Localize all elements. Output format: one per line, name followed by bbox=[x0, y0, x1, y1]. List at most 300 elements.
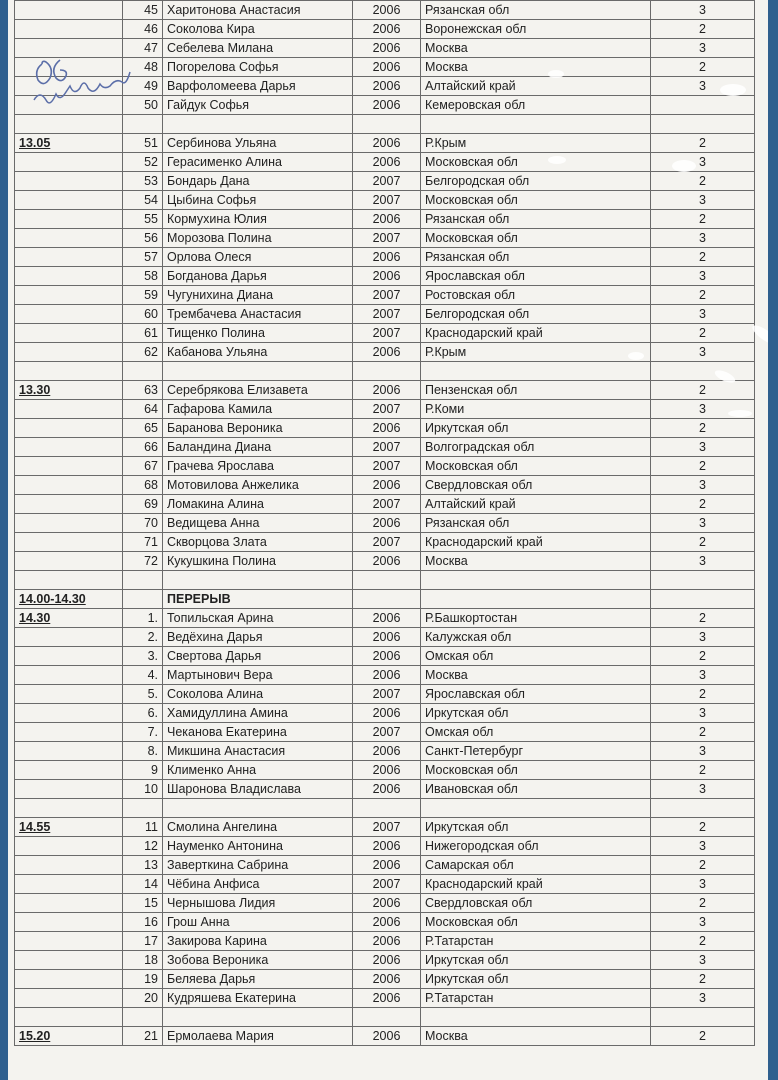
year-cell: 2006 bbox=[353, 134, 421, 153]
year-cell: 2006 bbox=[353, 628, 421, 647]
year-cell: 2006 bbox=[353, 913, 421, 932]
num-cell: 64 bbox=[123, 400, 163, 419]
grade-cell: 2 bbox=[651, 58, 755, 77]
region-cell: Ростовская обл bbox=[421, 286, 651, 305]
grade-cell: 2 bbox=[651, 685, 755, 704]
time-cell bbox=[15, 438, 123, 457]
num-cell: 71 bbox=[123, 533, 163, 552]
num-cell bbox=[123, 362, 163, 381]
grade-cell bbox=[651, 96, 755, 115]
region-cell: Воронежская обл bbox=[421, 20, 651, 39]
participant-row bbox=[15, 818, 755, 837]
name-cell: Ведёхина Дарья bbox=[163, 628, 353, 647]
num-cell: 21 bbox=[123, 1027, 163, 1046]
region-cell: Московская обл bbox=[421, 191, 651, 210]
participant-row bbox=[15, 780, 755, 799]
num-cell: 56 bbox=[123, 229, 163, 248]
time-cell: 14.55 bbox=[15, 818, 123, 837]
num-cell: 5. bbox=[123, 685, 163, 704]
participant-row bbox=[15, 989, 755, 1008]
time-cell bbox=[15, 837, 123, 856]
region-cell: Москва bbox=[421, 666, 651, 685]
time-cell bbox=[15, 647, 123, 666]
year-cell: 2007 bbox=[353, 438, 421, 457]
spacer-row bbox=[15, 799, 755, 818]
name-cell: Гафарова Камила bbox=[163, 400, 353, 419]
time-cell: 15.20 bbox=[15, 1027, 123, 1046]
name-cell: Смолина Ангелина bbox=[163, 818, 353, 837]
participant-row bbox=[15, 286, 755, 305]
num-cell: 9 bbox=[123, 761, 163, 780]
year-cell bbox=[353, 362, 421, 381]
name-cell: Свертова Дарья bbox=[163, 647, 353, 666]
year-cell: 2006 bbox=[353, 381, 421, 400]
time-cell bbox=[15, 666, 123, 685]
region-cell: Р.Татарстан bbox=[421, 989, 651, 1008]
participant-row bbox=[15, 210, 755, 229]
grade-cell: 3 bbox=[651, 305, 755, 324]
year-cell: 2006 bbox=[353, 514, 421, 533]
time-cell bbox=[15, 153, 123, 172]
grade-cell: 3 bbox=[651, 780, 755, 799]
time-cell bbox=[15, 723, 123, 742]
name-cell: Погорелова Софья bbox=[163, 58, 353, 77]
participant-row bbox=[15, 419, 755, 438]
year-cell: 2006 bbox=[353, 780, 421, 799]
year-cell bbox=[353, 571, 421, 590]
num-cell: 1. bbox=[123, 609, 163, 628]
grade-cell: 3 bbox=[651, 400, 755, 419]
num-cell bbox=[123, 115, 163, 134]
time-cell bbox=[15, 77, 123, 96]
name-cell: Мотовилова Анжелика bbox=[163, 476, 353, 495]
time-cell bbox=[15, 951, 123, 970]
grade-cell: 3 bbox=[651, 704, 755, 723]
year-cell: 2006 bbox=[353, 476, 421, 495]
grade-cell: 2 bbox=[651, 609, 755, 628]
participant-row bbox=[15, 514, 755, 533]
year-cell: 2007 bbox=[353, 457, 421, 476]
region-cell: Краснодарский край bbox=[421, 324, 651, 343]
time-cell bbox=[15, 248, 123, 267]
region-cell: Р.Татарстан bbox=[421, 932, 651, 951]
name-cell: Варфоломеева Дарья bbox=[163, 77, 353, 96]
grade-cell: 2 bbox=[651, 172, 755, 191]
time-cell bbox=[15, 761, 123, 780]
year-cell: 2006 bbox=[353, 1027, 421, 1046]
name-cell: Кормухина Юлия bbox=[163, 210, 353, 229]
grade-cell: 3 bbox=[651, 514, 755, 533]
year-cell: 2006 bbox=[353, 704, 421, 723]
year-cell: 2007 bbox=[353, 191, 421, 210]
region-cell: Рязанская обл bbox=[421, 210, 651, 229]
region-cell: Московская обл bbox=[421, 153, 651, 172]
num-cell: 48 bbox=[123, 58, 163, 77]
num-cell: 63 bbox=[123, 381, 163, 400]
region-cell bbox=[421, 115, 651, 134]
region-cell: Кемеровская обл bbox=[421, 96, 651, 115]
region-cell: Калужская обл bbox=[421, 628, 651, 647]
grade-cell bbox=[651, 362, 755, 381]
name-cell: Харитонова Анастасия bbox=[163, 1, 353, 20]
year-cell: 2007 bbox=[353, 533, 421, 552]
region-cell: Иркутская обл bbox=[421, 951, 651, 970]
name-cell: Закирова Карина bbox=[163, 932, 353, 951]
name-cell: Чугунихина Диана bbox=[163, 286, 353, 305]
year-cell: 2006 bbox=[353, 1, 421, 20]
time-cell: 14.30 bbox=[15, 609, 123, 628]
grade-cell: 2 bbox=[651, 286, 755, 305]
num-cell: 12 bbox=[123, 837, 163, 856]
num-cell: 14 bbox=[123, 875, 163, 894]
time-cell bbox=[15, 476, 123, 495]
grade-cell: 3 bbox=[651, 552, 755, 571]
region-cell: Санкт-Петербург bbox=[421, 742, 651, 761]
participant-row bbox=[15, 191, 755, 210]
grade-cell: 3 bbox=[651, 951, 755, 970]
grade-cell: 2 bbox=[651, 894, 755, 913]
participant-row bbox=[15, 324, 755, 343]
participant-row bbox=[15, 951, 755, 970]
time-cell bbox=[15, 210, 123, 229]
region-cell bbox=[421, 571, 651, 590]
participant-row bbox=[15, 20, 755, 39]
year-cell: 2006 bbox=[353, 894, 421, 913]
name-cell bbox=[163, 799, 353, 818]
participant-row bbox=[15, 438, 755, 457]
num-cell bbox=[123, 590, 163, 609]
name-cell: Орлова Олеся bbox=[163, 248, 353, 267]
name-cell: Хамидуллина Амина bbox=[163, 704, 353, 723]
time-cell bbox=[15, 267, 123, 286]
name-cell: Кудряшева Екатерина bbox=[163, 989, 353, 1008]
year-cell bbox=[353, 1008, 421, 1027]
grade-cell: 2 bbox=[651, 856, 755, 875]
name-cell bbox=[163, 1008, 353, 1027]
region-cell: Краснодарский край bbox=[421, 875, 651, 894]
grade-cell: 3 bbox=[651, 191, 755, 210]
name-cell: Шаронова Владислава bbox=[163, 780, 353, 799]
participant-row bbox=[15, 267, 755, 286]
participant-row bbox=[15, 248, 755, 267]
name-cell: Беляева Дарья bbox=[163, 970, 353, 989]
name-cell: Науменко Антонина bbox=[163, 837, 353, 856]
region-cell: Москва bbox=[421, 58, 651, 77]
num-cell bbox=[123, 571, 163, 590]
participant-row bbox=[15, 96, 755, 115]
year-cell: 2007 bbox=[353, 305, 421, 324]
participant-row bbox=[15, 628, 755, 647]
region-cell: Московская обл bbox=[421, 913, 651, 932]
num-cell: 15 bbox=[123, 894, 163, 913]
year-cell: 2006 bbox=[353, 267, 421, 286]
num-cell: 17 bbox=[123, 932, 163, 951]
num-cell bbox=[123, 1008, 163, 1027]
name-cell: Чеканова Екатерина bbox=[163, 723, 353, 742]
name-cell: Тищенко Полина bbox=[163, 324, 353, 343]
time-cell bbox=[15, 533, 123, 552]
grade-cell: 3 bbox=[651, 77, 755, 96]
grade-cell: 2 bbox=[651, 647, 755, 666]
num-cell: 50 bbox=[123, 96, 163, 115]
participant-row bbox=[15, 647, 755, 666]
grade-cell bbox=[651, 1008, 755, 1027]
year-cell: 2007 bbox=[353, 875, 421, 894]
grade-cell: 3 bbox=[651, 628, 755, 647]
break-row bbox=[15, 590, 755, 609]
time-cell: 14.00-14.30 bbox=[15, 590, 123, 609]
participant-row bbox=[15, 172, 755, 191]
num-cell: 49 bbox=[123, 77, 163, 96]
year-cell: 2007 bbox=[353, 229, 421, 248]
year-cell: 2006 bbox=[353, 932, 421, 951]
time-cell bbox=[15, 742, 123, 761]
grade-cell: 3 bbox=[651, 666, 755, 685]
time-cell bbox=[15, 780, 123, 799]
num-cell: 18 bbox=[123, 951, 163, 970]
name-cell: Ермолаева Мария bbox=[163, 1027, 353, 1046]
year-cell bbox=[353, 590, 421, 609]
time-cell bbox=[15, 286, 123, 305]
spacer-row bbox=[15, 571, 755, 590]
grade-cell: 3 bbox=[651, 837, 755, 856]
num-cell: 72 bbox=[123, 552, 163, 571]
time-cell bbox=[15, 913, 123, 932]
grade-cell: 2 bbox=[651, 495, 755, 514]
year-cell: 2007 bbox=[353, 723, 421, 742]
participant-row bbox=[15, 457, 755, 476]
time-cell bbox=[15, 400, 123, 419]
time-cell bbox=[15, 989, 123, 1008]
grade-cell: 3 bbox=[651, 267, 755, 286]
name-cell: ПЕРЕРЫВ bbox=[163, 590, 353, 609]
name-cell: Цыбина Софья bbox=[163, 191, 353, 210]
year-cell: 2007 bbox=[353, 400, 421, 419]
region-cell bbox=[421, 799, 651, 818]
name-cell: Морозова Полина bbox=[163, 229, 353, 248]
region-cell: Самарская обл bbox=[421, 856, 651, 875]
name-cell: Чёбина Анфиса bbox=[163, 875, 353, 894]
year-cell: 2006 bbox=[353, 210, 421, 229]
region-cell: Московская обл bbox=[421, 761, 651, 780]
num-cell: 52 bbox=[123, 153, 163, 172]
time-cell bbox=[15, 58, 123, 77]
region-cell: Свердловская обл bbox=[421, 476, 651, 495]
time-cell bbox=[15, 229, 123, 248]
grade-cell: 2 bbox=[651, 970, 755, 989]
region-cell: Рязанская обл bbox=[421, 1, 651, 20]
num-cell: 54 bbox=[123, 191, 163, 210]
grade-cell bbox=[651, 115, 755, 134]
participant-row bbox=[15, 837, 755, 856]
grade-cell: 2 bbox=[651, 324, 755, 343]
year-cell: 2006 bbox=[353, 609, 421, 628]
num-cell: 19 bbox=[123, 970, 163, 989]
participant-row bbox=[15, 400, 755, 419]
region-cell: Рязанская обл bbox=[421, 514, 651, 533]
grade-cell: 3 bbox=[651, 438, 755, 457]
num-cell: 8. bbox=[123, 742, 163, 761]
name-cell: Скворцова Злата bbox=[163, 533, 353, 552]
grade-cell: 2 bbox=[651, 134, 755, 153]
region-cell: Р.Крым bbox=[421, 343, 651, 362]
region-cell: Алтайский край bbox=[421, 77, 651, 96]
year-cell: 2006 bbox=[353, 153, 421, 172]
participant-row bbox=[15, 381, 755, 400]
year-cell: 2006 bbox=[353, 96, 421, 115]
time-cell bbox=[15, 362, 123, 381]
year-cell: 2006 bbox=[353, 419, 421, 438]
time-cell bbox=[15, 20, 123, 39]
grade-cell bbox=[651, 590, 755, 609]
region-cell: Белгородская обл bbox=[421, 172, 651, 191]
time-cell bbox=[15, 571, 123, 590]
region-cell: Краснодарский край bbox=[421, 533, 651, 552]
name-cell: Гайдук Софья bbox=[163, 96, 353, 115]
time-cell bbox=[15, 1, 123, 20]
year-cell: 2006 bbox=[353, 77, 421, 96]
num-cell: 3. bbox=[123, 647, 163, 666]
region-cell: Московская обл bbox=[421, 457, 651, 476]
num-cell: 60 bbox=[123, 305, 163, 324]
year-cell: 2007 bbox=[353, 172, 421, 191]
grade-cell: 3 bbox=[651, 39, 755, 58]
participant-row bbox=[15, 229, 755, 248]
region-cell: Нижегородская обл bbox=[421, 837, 651, 856]
participant-row bbox=[15, 495, 755, 514]
time-cell bbox=[15, 628, 123, 647]
year-cell: 2006 bbox=[353, 552, 421, 571]
year-cell: 2007 bbox=[353, 685, 421, 704]
spacer-row bbox=[15, 1008, 755, 1027]
participant-row bbox=[15, 58, 755, 77]
spacer-row bbox=[15, 115, 755, 134]
participant-row bbox=[15, 609, 755, 628]
name-cell: Микшина Анастасия bbox=[163, 742, 353, 761]
name-cell: Грош Анна bbox=[163, 913, 353, 932]
name-cell: Кабанова Ульяна bbox=[163, 343, 353, 362]
grade-cell: 2 bbox=[651, 533, 755, 552]
region-cell: Иркутская обл bbox=[421, 970, 651, 989]
num-cell: 4. bbox=[123, 666, 163, 685]
name-cell: Заверткина Сабрина bbox=[163, 856, 353, 875]
year-cell: 2006 bbox=[353, 856, 421, 875]
time-cell: 13.30 bbox=[15, 381, 123, 400]
name-cell: Соколова Кира bbox=[163, 20, 353, 39]
name-cell: Бондарь Дана bbox=[163, 172, 353, 191]
participant-row bbox=[15, 666, 755, 685]
schedule-sheet bbox=[8, 0, 768, 1080]
time-cell bbox=[15, 419, 123, 438]
num-cell: 59 bbox=[123, 286, 163, 305]
time-cell bbox=[15, 343, 123, 362]
num-cell: 65 bbox=[123, 419, 163, 438]
year-cell: 2006 bbox=[353, 970, 421, 989]
participant-row bbox=[15, 1, 755, 20]
year-cell: 2006 bbox=[353, 248, 421, 267]
grade-cell: 3 bbox=[651, 476, 755, 495]
num-cell: 67 bbox=[123, 457, 163, 476]
num-cell: 58 bbox=[123, 267, 163, 286]
grade-cell: 3 bbox=[651, 229, 755, 248]
name-cell: Зобова Вероника bbox=[163, 951, 353, 970]
grade-cell: 2 bbox=[651, 932, 755, 951]
time-cell bbox=[15, 514, 123, 533]
time-cell bbox=[15, 96, 123, 115]
num-cell bbox=[123, 799, 163, 818]
region-cell bbox=[421, 1008, 651, 1027]
num-cell: 20 bbox=[123, 989, 163, 1008]
time-cell bbox=[15, 552, 123, 571]
year-cell bbox=[353, 115, 421, 134]
name-cell: Мартынович Вера bbox=[163, 666, 353, 685]
participant-row bbox=[15, 742, 755, 761]
region-cell: Московская обл bbox=[421, 229, 651, 248]
year-cell: 2007 bbox=[353, 324, 421, 343]
year-cell: 2006 bbox=[353, 951, 421, 970]
participant-row bbox=[15, 761, 755, 780]
name-cell: Баландина Диана bbox=[163, 438, 353, 457]
year-cell: 2006 bbox=[353, 761, 421, 780]
time-cell bbox=[15, 799, 123, 818]
num-cell: 69 bbox=[123, 495, 163, 514]
grade-cell: 2 bbox=[651, 723, 755, 742]
time-cell bbox=[15, 39, 123, 58]
schedule-table bbox=[14, 0, 755, 1046]
participant-row bbox=[15, 723, 755, 742]
year-cell: 2007 bbox=[353, 495, 421, 514]
year-cell: 2006 bbox=[353, 20, 421, 39]
time-cell bbox=[15, 1008, 123, 1027]
grade-cell: 2 bbox=[651, 1027, 755, 1046]
name-cell: Баранова Вероника bbox=[163, 419, 353, 438]
time-cell bbox=[15, 856, 123, 875]
participant-row bbox=[15, 894, 755, 913]
time-cell: 13.05 bbox=[15, 134, 123, 153]
num-cell: 55 bbox=[123, 210, 163, 229]
num-cell: 62 bbox=[123, 343, 163, 362]
name-cell bbox=[163, 362, 353, 381]
participant-row bbox=[15, 1027, 755, 1046]
region-cell: Иркутская обл bbox=[421, 704, 651, 723]
time-cell bbox=[15, 704, 123, 723]
region-cell: Р.Коми bbox=[421, 400, 651, 419]
grade-cell: 2 bbox=[651, 457, 755, 476]
name-cell: Чернышова Лидия bbox=[163, 894, 353, 913]
region-cell: Иркутская обл bbox=[421, 818, 651, 837]
year-cell: 2007 bbox=[353, 818, 421, 837]
grade-cell bbox=[651, 571, 755, 590]
time-cell bbox=[15, 970, 123, 989]
name-cell: Трембачева Анастасия bbox=[163, 305, 353, 324]
grade-cell: 3 bbox=[651, 913, 755, 932]
year-cell bbox=[353, 799, 421, 818]
num-cell: 2. bbox=[123, 628, 163, 647]
name-cell: Герасименко Алина bbox=[163, 153, 353, 172]
region-cell: Ивановская обл bbox=[421, 780, 651, 799]
year-cell: 2006 bbox=[353, 837, 421, 856]
grade-cell: 3 bbox=[651, 1, 755, 20]
time-cell bbox=[15, 457, 123, 476]
name-cell: Богданова Дарья bbox=[163, 267, 353, 286]
region-cell: Белгородская обл bbox=[421, 305, 651, 324]
name-cell: Грачева Ярослава bbox=[163, 457, 353, 476]
schedule-rows bbox=[15, 1, 755, 1046]
time-cell bbox=[15, 685, 123, 704]
name-cell: Ведищева Анна bbox=[163, 514, 353, 533]
name-cell: Сербинова Ульяна bbox=[163, 134, 353, 153]
name-cell: Серебрякова Елизавета bbox=[163, 381, 353, 400]
